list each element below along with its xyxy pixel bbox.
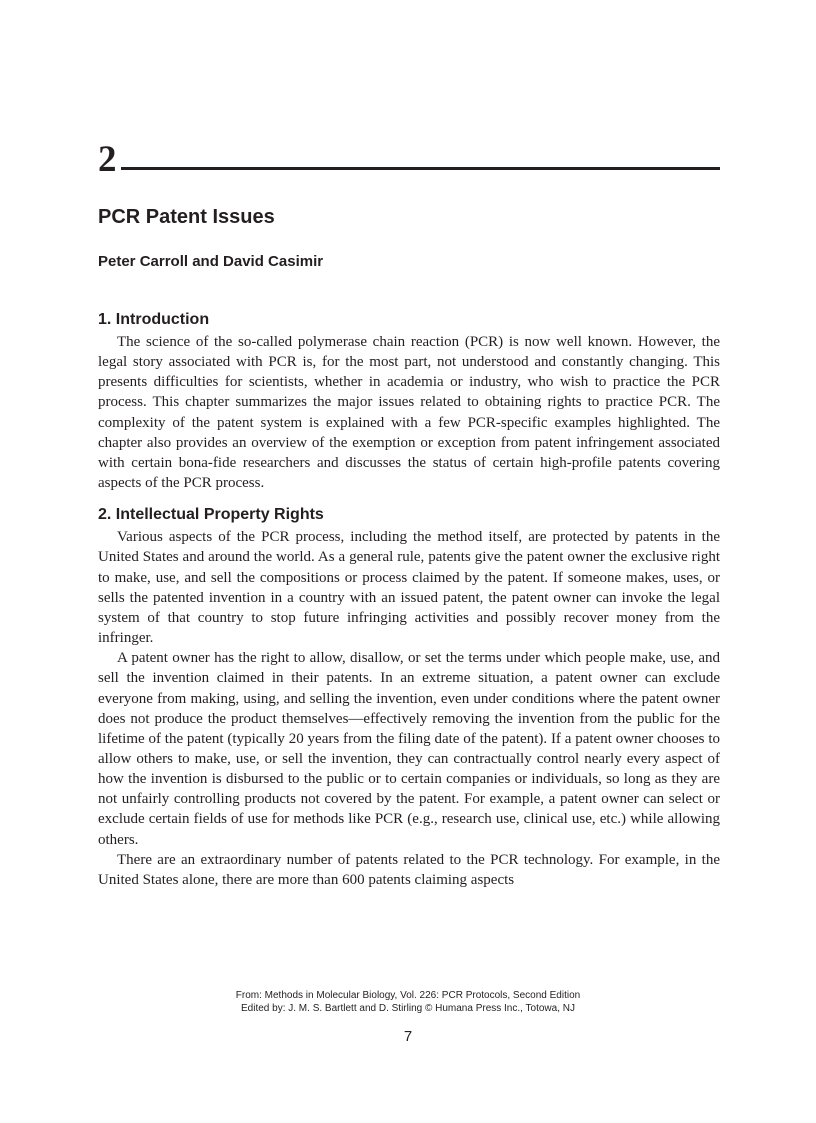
page-number: 7: [403, 1028, 413, 1045]
section-intellectual-property-rights: [98, 503, 720, 890]
chapter-rule: [121, 167, 720, 170]
section-introduction: [98, 308, 720, 493]
paragraph: There are an extraordinary number of patents related to the PCR technology. For example, in the United States alone, there are more than 600 patents claiming aspects: [98, 851, 720, 888]
paragraph: Various aspects of the PCR process, including the method itself, are protected by patents in the United States and around the world. As a general rule, patents give the patent owner the exclusive right to make, use, and sell the compositions or process claimed by the patent. If someone makes, uses, or sells the patented invention in a country with an issued patent, the patent owner can invoke the legal system of that country to stop future infringing activities and possibly recover money from the infringer.: [98, 529, 720, 647]
source-line: From: Methods in Molecular Biology, Vol. 226: PCR Protocols, Second Edition: [235, 990, 581, 1001]
chapter-header: [98, 140, 720, 180]
source-footnote: [0, 989, 816, 1015]
section-heading: 1. Introduction: [98, 311, 210, 328]
chapter-authors: Peter Carroll and David Casimir: [98, 253, 324, 270]
section-heading: 2. Intellectual Property Rights: [98, 506, 324, 524]
chapter-title: PCR Patent Issues: [98, 206, 275, 228]
edited-line: Edited by: J. M. S. Bartlett and D. Stirling © Humana Press Inc., Totowa, NJ: [241, 1003, 575, 1014]
paragraph: The science of the so-called polymerase chain reaction (PCR) is now well known. However, the legal story associated with PCR is, for the most part, not understood and constantly changing. This presents difficulties for scientists, whether in academia or industry, who wish to practice the PCR process. This chapter summarizes the major issues related to obtaining rights to practice PCR. The complexity of the patent system is explained with a few PCR-specific examples highlighted. The chapter also provides an overview of the exemption or exception from patent infringement associated with certain bona-fide researchers and discusses the status of certain high-profile patents covering aspects of the PCR process.: [98, 334, 720, 492]
chapter-number: 2: [98, 139, 117, 180]
body-content: [98, 308, 720, 890]
paragraph: A patent owner has the right to allow, disallow, or set the terms under which people make, use, and sell the invention claimed in their patents. In an extreme situation, a patent owner can exclude everyone from making, using, and selling the invention, even under conditions where the patent owner does not produce the product themselves—effectively removing the invention from the public for the lifetime of the patent (typically 20 years from the filing date of the patent). If a patent owner chooses to allow others to make, use, or sell the invention, they can contractually control nearly every aspect of how the invention is disbursed to the public or to certain companies or individuals, so long as they are not unfairly controlling products not covered by the patent. For example, a patent owner can select or exclude certain fields of use for methods like PCR (e.g., research use, clinical use, etc.) while allowing others.: [98, 650, 720, 848]
